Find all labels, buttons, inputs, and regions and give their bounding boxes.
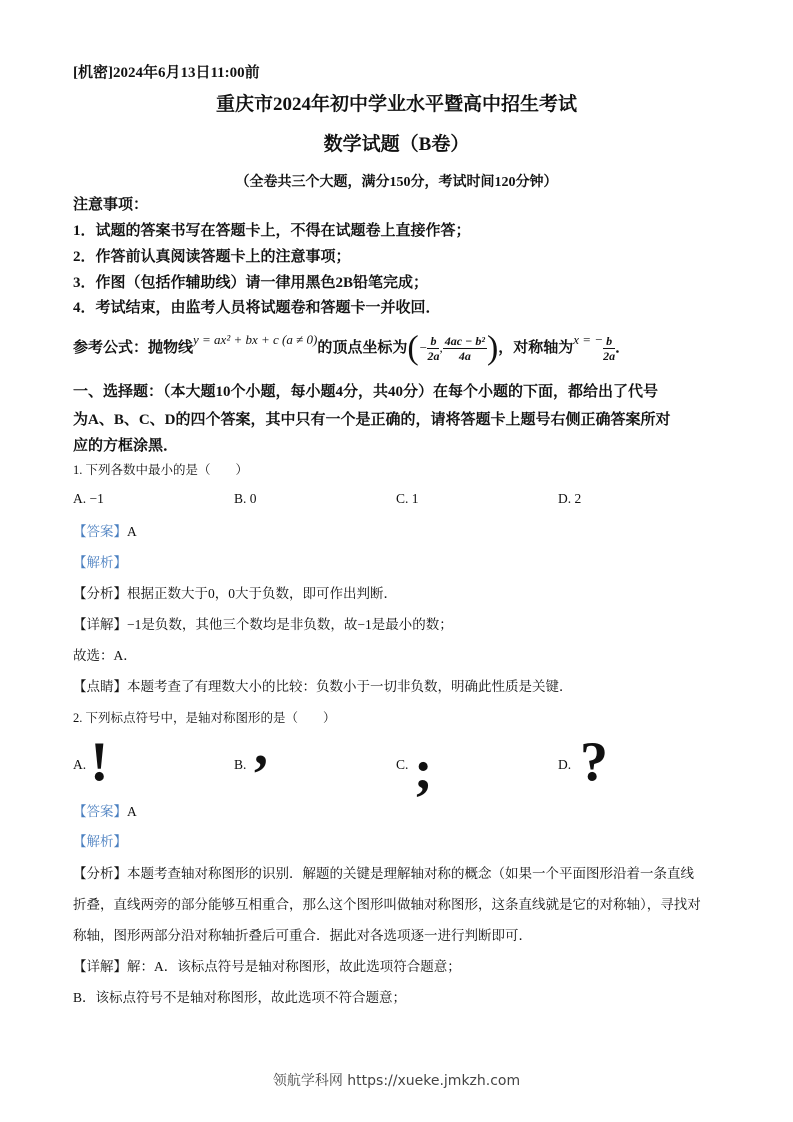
section-line: 为A、B、C、D的四个答案，其中只有一个是正确的，请将答题卡上题号右侧正确答案所对	[73, 412, 671, 428]
q2-fenxi-line: 称轴，图形两部分沿对称轴折叠后可重合．据此对各选项逐一进行判断即可．	[73, 928, 532, 943]
exam-note: （全卷共三个大题，满分150分，考试时间120分钟）	[235, 175, 558, 190]
q1-option-a: A. −1	[73, 491, 104, 506]
q2-option-d-label: D.	[558, 757, 572, 772]
q1-option-d: D. 2	[558, 491, 582, 506]
q2-fenxi-line: 【分析】本题考查轴对称图形的识别．解题的关键是理解轴对称的概念（如果一个平面图形沿着一条直线	[73, 866, 694, 881]
notice-item: 4．考试结束，由监考人员将试题卷和答题卡一并收回．	[73, 300, 441, 316]
q1-stem: 1. 下列各数中最小的是（ ）	[73, 463, 249, 477]
q2-option-c-label: C.	[396, 757, 409, 772]
q1-fenxi: 【分析】根据正数大于0，0大于负数，即可作出判断．	[73, 586, 397, 601]
q1-option-b: B. 0	[234, 491, 257, 506]
notice-item: 2．作答前认真阅读答题卡上的注意事项；	[73, 249, 351, 265]
q2-stem: 2. 下列标点符号中，是轴对称图形的是（ ）	[73, 711, 336, 725]
axis-fraction: $\frac{b}{2a}$	[603, 334, 616, 364]
q2-analysis-tag: 【解析】	[73, 834, 127, 849]
notice-item: 3．作图（包括作辅助线）请一律用黑色2B铅笔完成；	[73, 275, 429, 291]
q1-option-c: C. 1	[396, 491, 419, 506]
section-line: 一、选择题：（本大题10个小题，每小题4分，共40分）在每个小题的下面，都给出了代号	[73, 384, 659, 400]
section-line: 应的方框涂黑．	[73, 438, 179, 454]
parabola-equation: y = ax² + bx + c (a ≠ 0)	[193, 332, 318, 347]
comma-glyph: ,	[254, 715, 268, 777]
q2-b-line: B．该标点符号不是轴对称图形，故此选项不符合题意；	[73, 990, 407, 1005]
q1-dianjing: 【点睛】本题考查了有理数大小的比较：负数小于一切非负数，明确此性质是关键．	[73, 679, 573, 694]
question-mark-glyph: ?	[580, 731, 608, 793]
q2-answer: 【答案】A	[73, 804, 137, 819]
q2-xiangjie: 【详解】解：A．该标点符号是轴对称图形，故此选项符合题意；	[73, 959, 461, 974]
semicolon-glyph: ;	[414, 739, 433, 801]
q1-guxuan: 故选：A．	[73, 648, 137, 663]
q2-fenxi-line: 折叠，直线两旁的部分能够互相重合，那么这个图形叫做轴对称图形，这条直线就是它的对称轴），寻找对	[73, 897, 701, 912]
confidential-line: [机密]2024年6月13日11:00前	[73, 65, 260, 81]
exam-title: 重庆市2024年初中学业水平暨高中招生考试	[215, 94, 577, 115]
q2-option-a-label: A.	[73, 757, 87, 772]
reference-formula: 参考公式：抛物线y = ax² + bx + c (a ≠ 0)的顶点坐标为(− $\frac{b}{2a}$ , $\frac{\text{4ac − b²}}{4a}$ )，对称轴为x = − $\frac{b}{2a}$ ．	[73, 329, 631, 367]
vertex-x-fraction: $\frac{b}{2a}$	[427, 334, 440, 364]
axis-label: ，对称轴为	[498, 340, 574, 356]
axis-equation: x = −	[573, 332, 604, 347]
q1-xiangjie: 【详解】−1是负数，其他三个数均是非负数，故−1是最小的数；	[73, 617, 453, 632]
exclamation-mark-glyph: !	[90, 731, 109, 793]
formula-prefix: 参考公式：抛物线	[73, 340, 194, 356]
vertex-y-fraction: $\frac{\text{4ac − b²}}{4a}$	[444, 334, 485, 364]
notice-item: 1．试题的答案书写在答题卡上，不得在试题卷上直接作答；	[73, 223, 471, 239]
q1-answer: 【答案】A	[73, 524, 137, 539]
notices-heading: 注意事项：	[73, 197, 149, 213]
footer-watermark: 领航学科网 https://xueke.jmkzh.com	[272, 1073, 521, 1089]
formula-mid: 的顶点坐标为	[317, 340, 408, 356]
q1-analysis-tag: 【解析】	[73, 555, 127, 570]
q2-option-b-label: B.	[234, 757, 247, 772]
exam-subtitle: 数学试题（B卷）	[323, 134, 470, 155]
